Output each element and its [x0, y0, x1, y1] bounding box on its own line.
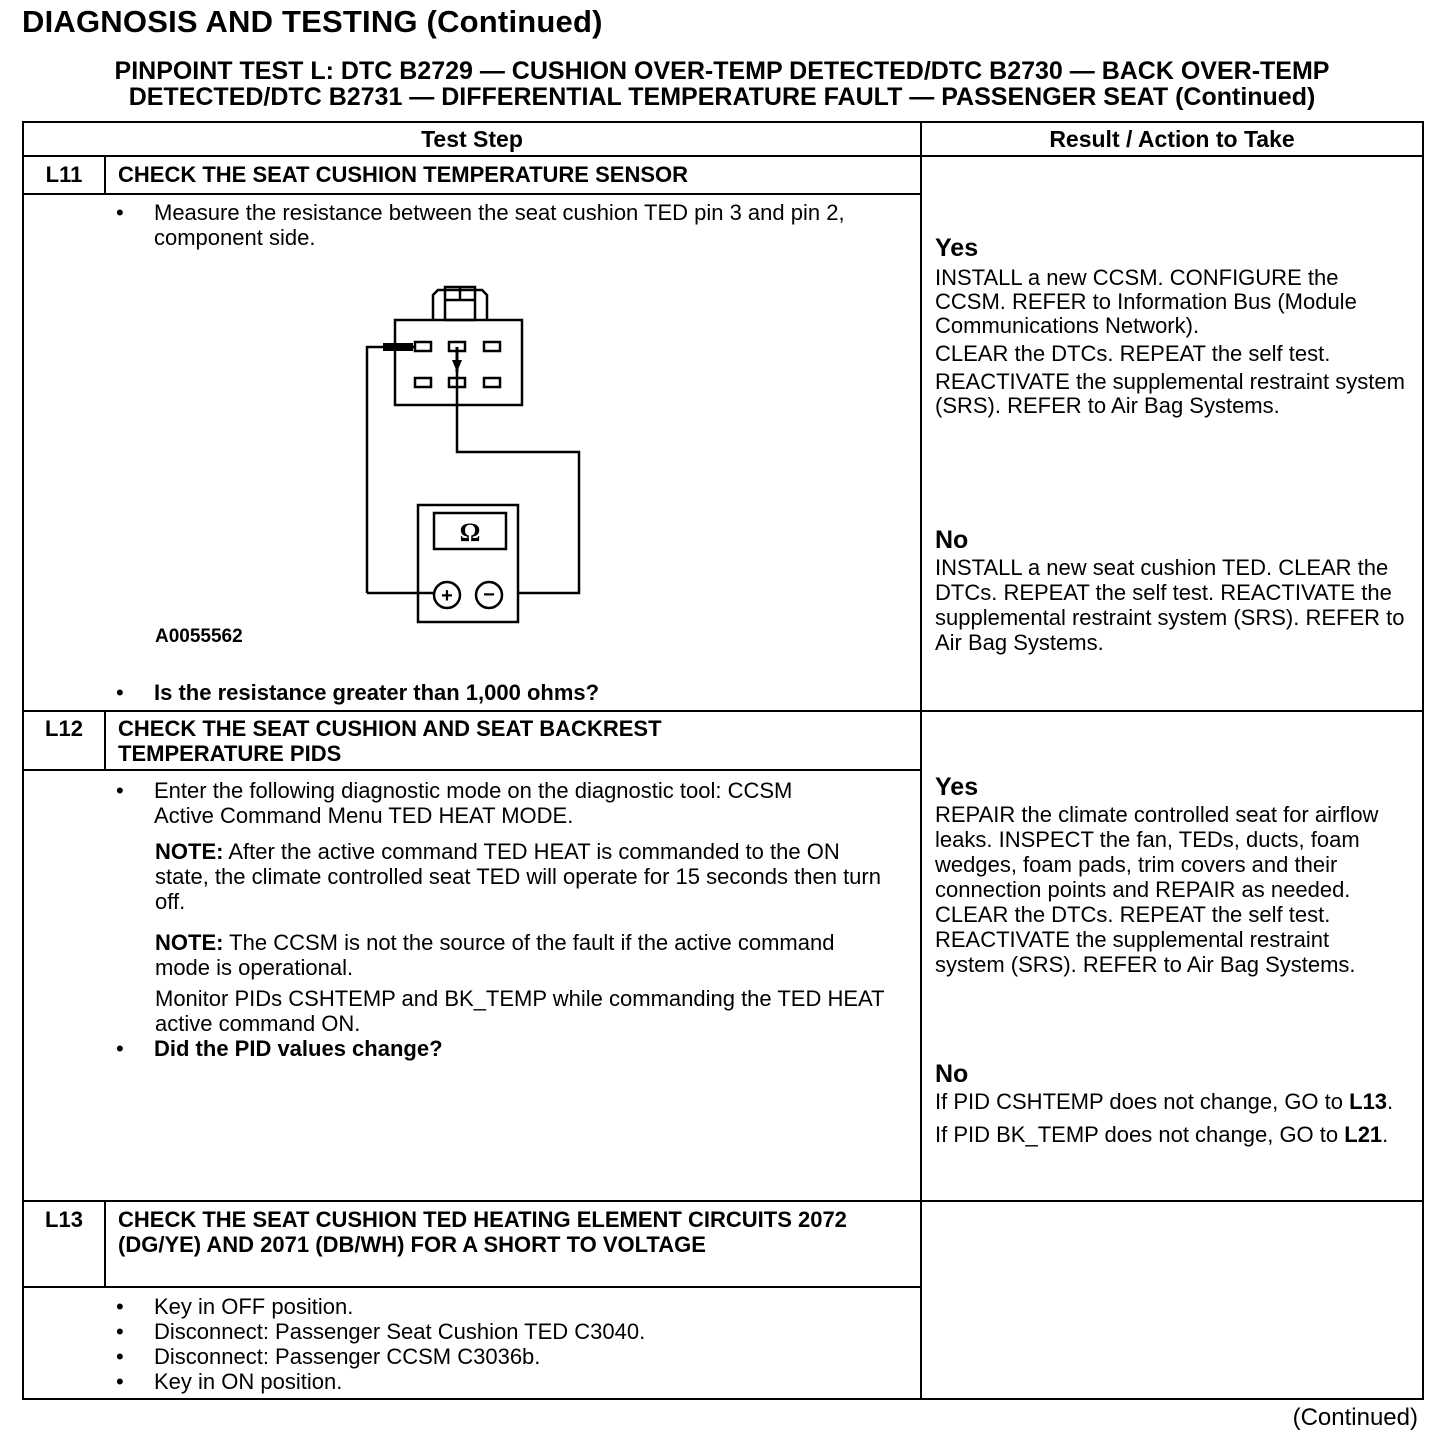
l13-bullet-1: • Key in OFF position.: [116, 1294, 354, 1319]
column-header-result: Result / Action to Take: [1049, 126, 1295, 152]
l12-note-2: NOTE: The CCSM is not the source of the fault if the active command mode is operational.: [155, 930, 835, 980]
bullet-dot: •: [116, 1369, 124, 1394]
step-title-l11: CHECK THE SEAT CUSHION TEMPERATURE SENSOR: [118, 162, 689, 187]
bullet-dot: •: [116, 1294, 124, 1319]
l12-yes-action: REPAIR the climate controlled seat for airflow leaks. INSPECT the fan, TEDs, ducts, foam wedges, foam pads, trim covers and their connection points and REPAIR as needed. CLEAR the DTCs. REPEAT the self test. REACTIVATE the supplemental restraint system (SRS). REFER to Air Bag Systems.: [935, 802, 1379, 977]
pinpoint-test-title: [22, 58, 1422, 110]
probe-tip-left: [383, 343, 413, 351]
l11-yes-label: Yes: [935, 234, 979, 262]
l13-bullet-3: • Disconnect: Passenger CCSM C3036b.: [116, 1344, 541, 1369]
step-id-l12: L12: [45, 716, 83, 741]
pin-4: [415, 378, 431, 387]
l12-note-1: NOTE: After the active command TED HEAT is commanded to the ON state, the climate controlled seat TED will operate for 15 seconds then turn off.: [155, 839, 881, 914]
step-id-l13: L13: [45, 1207, 83, 1232]
bullet-dot: •: [116, 680, 124, 705]
l11-no-action: INSTALL a new seat cushion TED. CLEAR the DTCs. REPEAT the self test. REACTIVATE the supplemental restraint system (SRS). REFER to Air Bag Systems.: [935, 555, 1405, 655]
step-divider-l13: [22, 1200, 1424, 1202]
column-header-test-step: Test Step: [421, 126, 523, 152]
l12-bullet-question: • Did the PID values change?: [116, 1036, 443, 1061]
page-title: DIAGNOSIS AND TESTING (Continued): [22, 4, 603, 39]
bullet-dot: •: [116, 1344, 124, 1369]
bullet-dot: •: [116, 1319, 124, 1344]
continued-footer: (Continued): [1292, 1404, 1418, 1431]
bullet-dot: •: [116, 1036, 124, 1061]
l11-no-label: No: [935, 526, 969, 554]
l11-yes-action: INSTALL a new CCSM. CONFIGURE the CCSM. REFER to Information Bus (Module Communications Network). CLEAR the DTCs. REPEAT the self test. REACTIVATE the supplemental restraint system (SRS). REFER to Air Bag Systems.: [935, 265, 1405, 418]
step-title-l13: CHECK THE SEAT CUSHION TED HEATING ELEMENT CIRCUITS 2072 (DG/YE) AND 2071 (DB/WH) FOR A SHORT TO VOLTAGE: [118, 1207, 847, 1257]
id-divider-l13: [104, 1200, 106, 1288]
bullet-dot: •: [116, 778, 124, 803]
svg-text:−: −: [483, 584, 495, 606]
step-id-l11: L11: [45, 162, 83, 187]
bullet-dot: •: [116, 200, 124, 225]
l13-bullet-4: • Key in ON position.: [116, 1369, 343, 1394]
pin-6: [484, 378, 500, 387]
title-divider-l12: [22, 769, 922, 771]
svg-text:+: +: [441, 585, 453, 607]
l13-bullet-2: • Disconnect: Passenger Seat Cushion TED C3040.: [116, 1319, 646, 1344]
pinpoint-test-title-line1: PINPOINT TEST L: DTC B2729 — CUSHION OVER-TEMP DETECTED/DTC B2730 — BACK OVER-TEMP: [114, 57, 1330, 85]
goto-l13-link[interactable]: L13: [1349, 1089, 1388, 1114]
l12-monitor: Monitor PIDs CSHTEMP and BK_TEMP while commanding the TED HEAT active command ON.: [155, 986, 885, 1036]
figure-id: A0055562: [155, 626, 243, 647]
ohm-symbol: Ω: [459, 518, 481, 547]
title-divider-l11: [22, 193, 922, 195]
connector-ohmmeter-diagram: [355, 280, 595, 630]
pinpoint-test-title-line2: DETECTED/DTC B2731 — DIFFERENTIAL TEMPERATURE FAULT — PASSENGER SEAT (Continued): [128, 83, 1316, 111]
step-divider-l12: [22, 710, 1424, 712]
l11-bullet-question: • Is the resistance greater than 1,000 ohms?: [116, 680, 600, 705]
column-divider: [920, 121, 922, 1400]
pin-1: [415, 342, 431, 351]
l12-yes-label: Yes: [935, 773, 979, 801]
title-divider-l13: [22, 1286, 922, 1288]
header-divider: [22, 155, 1424, 157]
l12-no-action: If PID CSHTEMP does not change, GO to L13. If PID BK_TEMP does not change, GO to L21.: [935, 1089, 1394, 1147]
id-divider-l11: [104, 155, 106, 195]
l12-no-label: No: [935, 1060, 969, 1088]
pin-3: [484, 342, 500, 351]
l12-bullet-enter-mode: • Enter the following diagnostic mode on the diagnostic tool: CCSM Active Command Menu TED HEAT MODE.: [116, 778, 793, 828]
id-divider-l12: [104, 710, 106, 771]
goto-l21-link[interactable]: L21: [1344, 1122, 1383, 1147]
l11-bullet-measure: • Measure the resistance between the seat cushion TED pin 3 and pin 2, component side.: [116, 200, 845, 250]
left-lead: [367, 347, 415, 593]
step-title-l12: CHECK THE SEAT CUSHION AND SEAT BACKREST TEMPERATURE PIDS: [118, 716, 662, 766]
